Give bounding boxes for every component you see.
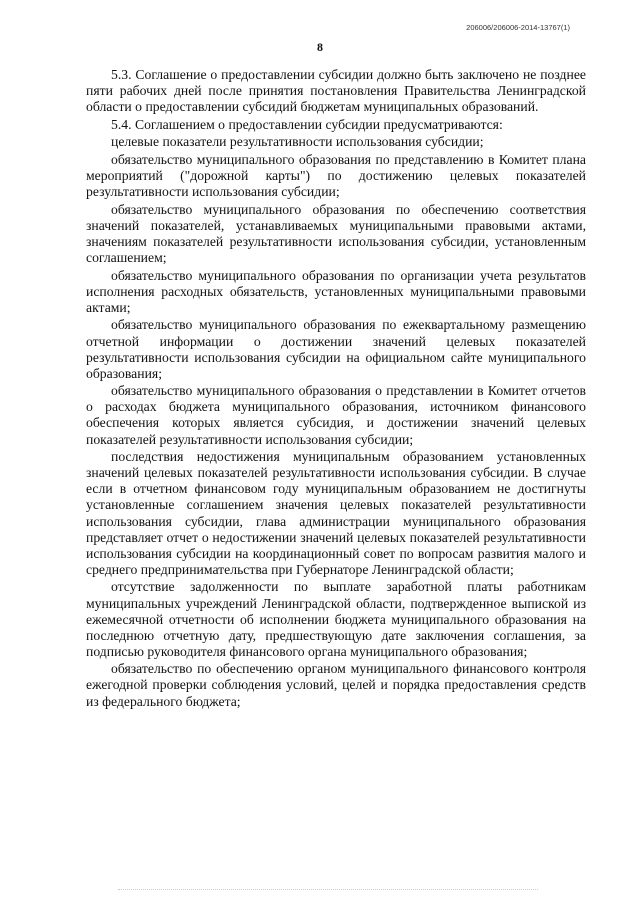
paragraph-financial-control: обязательство по обеспечению органом муниципального финансового контроля ежегодной проверки соблюдения условий, целей и порядка предоставления средств из федерального бюджета; xyxy=(86,661,586,709)
paragraph-compliance-obligation: обязательство муниципального образования по обеспечению соответствия значений показателей, устанавливаемых муниципальными правовыми актами, значениям показателей результативности использования субсидии, установленным соглашением; xyxy=(86,201,586,266)
paragraph-5-3: 5.3. Соглашение о предоставлении субсидии должно быть заключено не позднее пяти рабочих дней после принятия постановления Правительства Ленинградской области о предоставлении субсидий бюджетам муниципальных образований. xyxy=(86,67,586,115)
paragraph-no-wage-arrears: отсутствие задолженности по выплате заработной платы работникам муниципальных учреждений Ленинградской области, подтвержденное выпиской из ежемесячной отчетности об исполнении бюджета муниципального образования на последнюю отчетную дату, предшествующую дате заключения соглашения, за подписью руководителя финансового органа муниципального образования; xyxy=(86,579,586,659)
document-body xyxy=(86,67,586,711)
paragraph-target-indicators: целевые показатели результативности использования субсидии; xyxy=(111,134,484,150)
paragraph-reporting-obligation: обязательство муниципального образования о представлении в Комитет отчетов о расходах бюджета муниципального образования, источником финансового обеспечения которых является субсидия, и достижении значений целевых показателей результативности использования субсидии; xyxy=(86,383,586,447)
paragraph-non-achievement-consequences: последствия недостижения муниципальным образованием установленных значений целевых показателей результативности использования субсидии. В случае если в отчетном финансовом году муниципальным образованием не достигнуты установленные соглашением значения целевых показателей результативности использования субсидии, глава администрации муниципального образования представляет отчет о недостижении значений целевых показателей результативности использования субсидии на координационный совет по вопросам развития малого и среднего предпринимательства при Губернаторе Ленинградской области; xyxy=(86,449,586,577)
paragraph-roadmap-obligation: обязательство муниципального образования по представлению в Комитет плана мероприятий ("дорожной карты") по достижению целевых показателей результативности использования субсидии; xyxy=(86,151,586,200)
page-number: 8 xyxy=(317,40,323,54)
paragraph-accounting-obligation: обязательство муниципального образования по организации учета результатов исполнения расходных обязательств, установленных муниципальными правовыми актами; xyxy=(86,267,586,315)
scan-artifact-line xyxy=(118,889,538,891)
paragraph-quarterly-publication: обязательство муниципального образования по ежеквартальному размещению отчетной информации о достижении значений целевых показателей результативности использования субсидии на официальном сайте муниципального образования; xyxy=(86,317,586,381)
paragraph-5-4: 5.4. Соглашением о предоставлении субсидии предусматриваются: xyxy=(111,116,503,132)
document-id: 206006/206006-2014-13767(1) xyxy=(466,23,570,32)
